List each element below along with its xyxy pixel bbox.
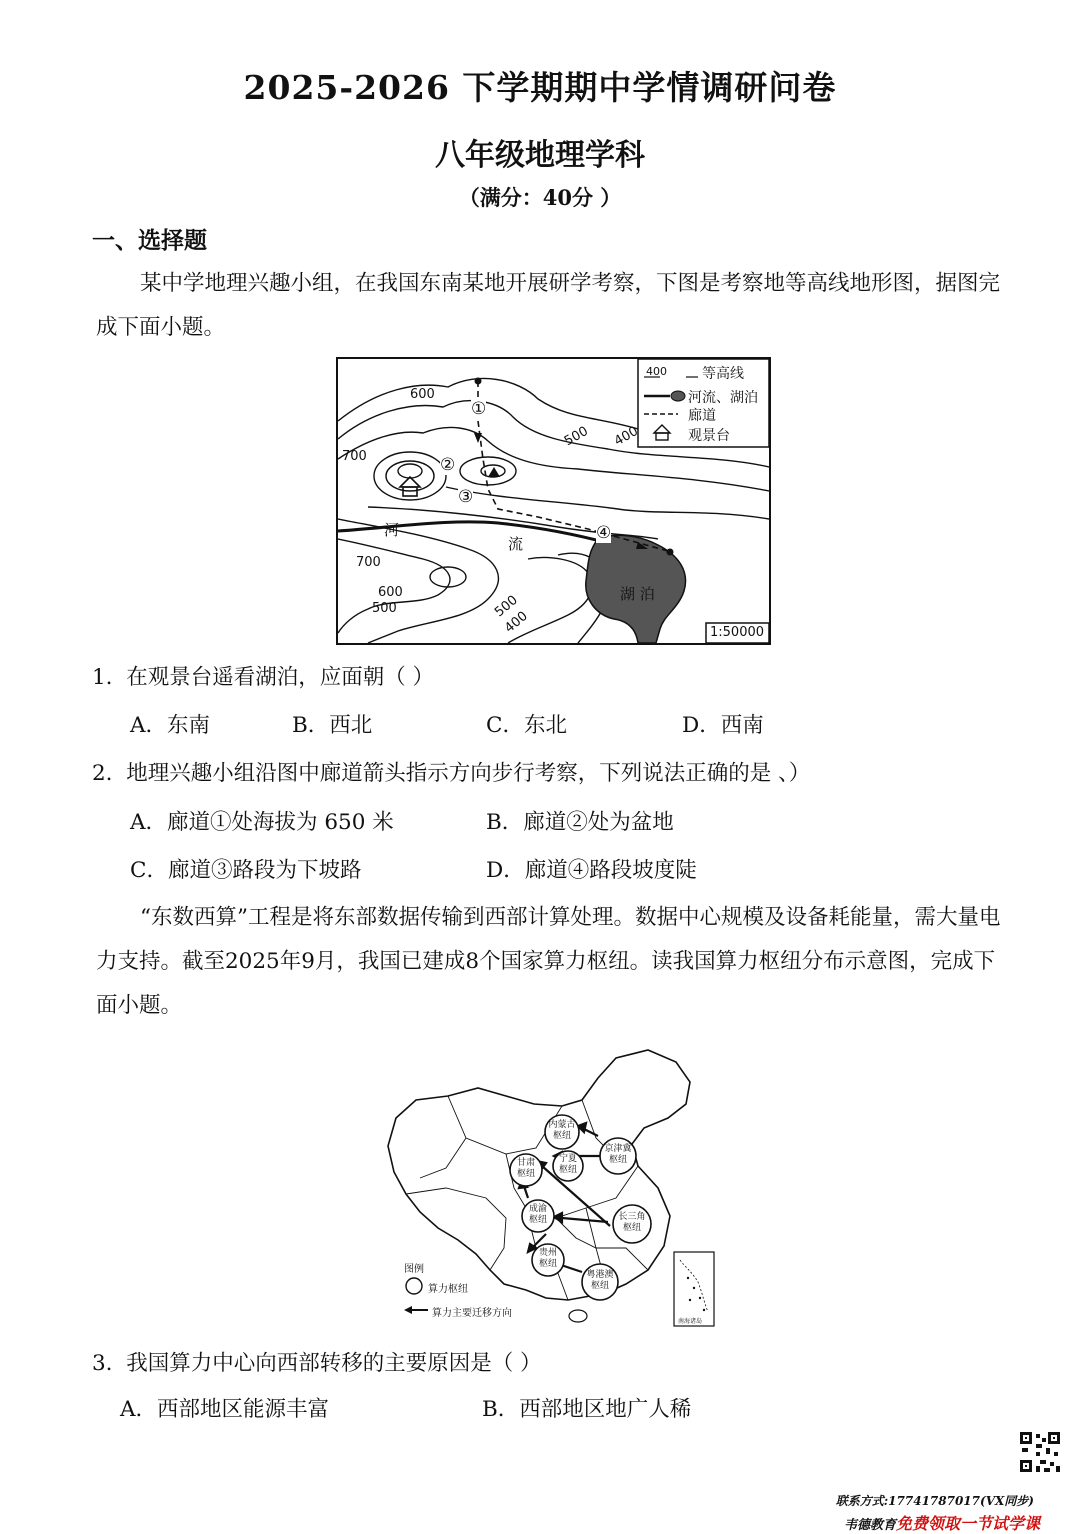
q2-option-c: C．廊道③路段为下坡路	[130, 858, 362, 883]
marker-4: ④	[596, 523, 612, 543]
q2-option-b: B．廊道②处为盆地	[486, 810, 674, 835]
exam-score: （满分：40分 ）	[458, 185, 622, 210]
hub-chengyu: 成渝 枢纽	[528, 1204, 547, 1225]
legend-corridor-label: 廊道	[688, 408, 716, 424]
hub-yangtze-delta: 长三角 枢纽	[618, 1212, 646, 1233]
china-legend-hub: 算力枢纽	[428, 1284, 468, 1295]
contour-label: 500	[561, 423, 591, 450]
marker-3: ③	[458, 487, 474, 507]
contour-line	[338, 519, 498, 643]
river-line	[338, 522, 608, 543]
footer-promo: 韦德教育免费领取一节试学课	[843, 1514, 1040, 1533]
river-label: 流	[508, 535, 524, 553]
intro-paragraph-1: 某中学地理兴趣小组，在我国东南某地开展研学考察，下图是考察地等高线地形图，据图完成下面小题。	[96, 271, 1001, 340]
contour-label: 700	[356, 555, 381, 570]
contour-label: 700	[342, 449, 367, 464]
legend-contour-label: 等高线	[702, 366, 744, 382]
peak-icon	[488, 467, 500, 477]
intro-paragraph-2: “东数西算”工程是将东部数据传输到西部计算处理。数据中心规模及设备耗能量，需大量电力支持。截至2025年9月，我国已建成8个国家算力枢纽。读我国算力枢纽分布示意图，完成下面小题。	[96, 905, 1001, 1018]
china-hub-map	[386, 1048, 718, 1328]
hub-ningxia: 宁夏 枢纽	[558, 1154, 577, 1175]
hub-guizhou: 贵州 枢纽	[538, 1248, 557, 1269]
legend-river-label: 河流、湖泊	[688, 390, 758, 406]
footer-contact: 联系方式:17741787017(VX同步)	[835, 1494, 1034, 1508]
q1-option-d: D．西南	[682, 713, 764, 738]
section-heading: 一、选择题	[92, 227, 207, 254]
question-2: 2. 地理兴趣小组沿图中廊道箭头指示方向步行考察，下列说法正确的是 、）	[92, 761, 811, 786]
inset-label: 南海诸岛	[678, 1318, 703, 1325]
contour-label: 400	[611, 423, 641, 450]
q1-option-c: C．东北	[486, 713, 567, 738]
contour-line	[508, 558, 592, 643]
corridor-start-point	[475, 378, 482, 385]
contour-map	[336, 357, 771, 645]
marker-1: ①	[471, 399, 487, 419]
contour-label: 600	[378, 585, 403, 600]
corridor-end-point	[667, 549, 674, 556]
q2-option-a: A．廊道①处海拔为 650 米	[130, 810, 394, 835]
scale-label: 1:50000	[710, 625, 765, 640]
q2-option-d: D．廊道④路段坡度陡	[486, 858, 697, 883]
contour-ring	[460, 457, 516, 485]
hub-gansu: 甘肃 枢纽	[516, 1158, 535, 1179]
contour-label: 500	[492, 592, 521, 621]
hainan-island	[569, 1310, 587, 1322]
legend-viewpoint-label: 观景台	[688, 428, 730, 444]
contour-label: 500	[372, 601, 397, 616]
hub-inner-mongolia: 内蒙古 枢纽	[548, 1120, 576, 1141]
river-label: 河	[384, 521, 400, 539]
q3-option-a: A．西部地区能源丰富	[120, 1397, 330, 1422]
q1-option-a: A．东南	[130, 713, 211, 738]
legend-lake-symbol	[671, 391, 685, 401]
qr-code	[1018, 1430, 1062, 1474]
qr-code-icon	[1018, 1430, 1062, 1474]
china-legend-arrow: 算力主要迁移方向	[432, 1308, 512, 1319]
q1-option-b: B．西北	[292, 713, 373, 738]
legend-hub-symbol	[406, 1278, 422, 1294]
contour-label: 600	[410, 387, 435, 402]
hub-jingjinji: 京津冀 枢纽	[604, 1144, 632, 1165]
legend-arrowhead	[404, 1306, 412, 1314]
question-1: 1. 在观景台遥看湖泊，应面朝（ ）	[92, 665, 435, 690]
hub-gba: 粤港澳 枢纽	[586, 1270, 614, 1291]
exam-subject: 八年级地理学科	[435, 138, 645, 173]
china-legend-title: 图例	[404, 1264, 424, 1275]
legend-contour-sample: 400	[646, 365, 667, 378]
contour-ring	[430, 567, 466, 587]
viewpoint-icon	[400, 477, 420, 496]
q3-option-b: B．西部地区地广人稀	[482, 1397, 692, 1422]
lake-label: 湖 泊	[620, 585, 655, 603]
question-3: 3. 我国算力中心向西部转移的主要原因是（ ）	[92, 1351, 542, 1376]
exam-title: 2025-2026 下学期期中学情调研问卷	[243, 68, 837, 107]
contour-label: 400	[502, 608, 531, 637]
marker-2: ②	[440, 455, 456, 475]
